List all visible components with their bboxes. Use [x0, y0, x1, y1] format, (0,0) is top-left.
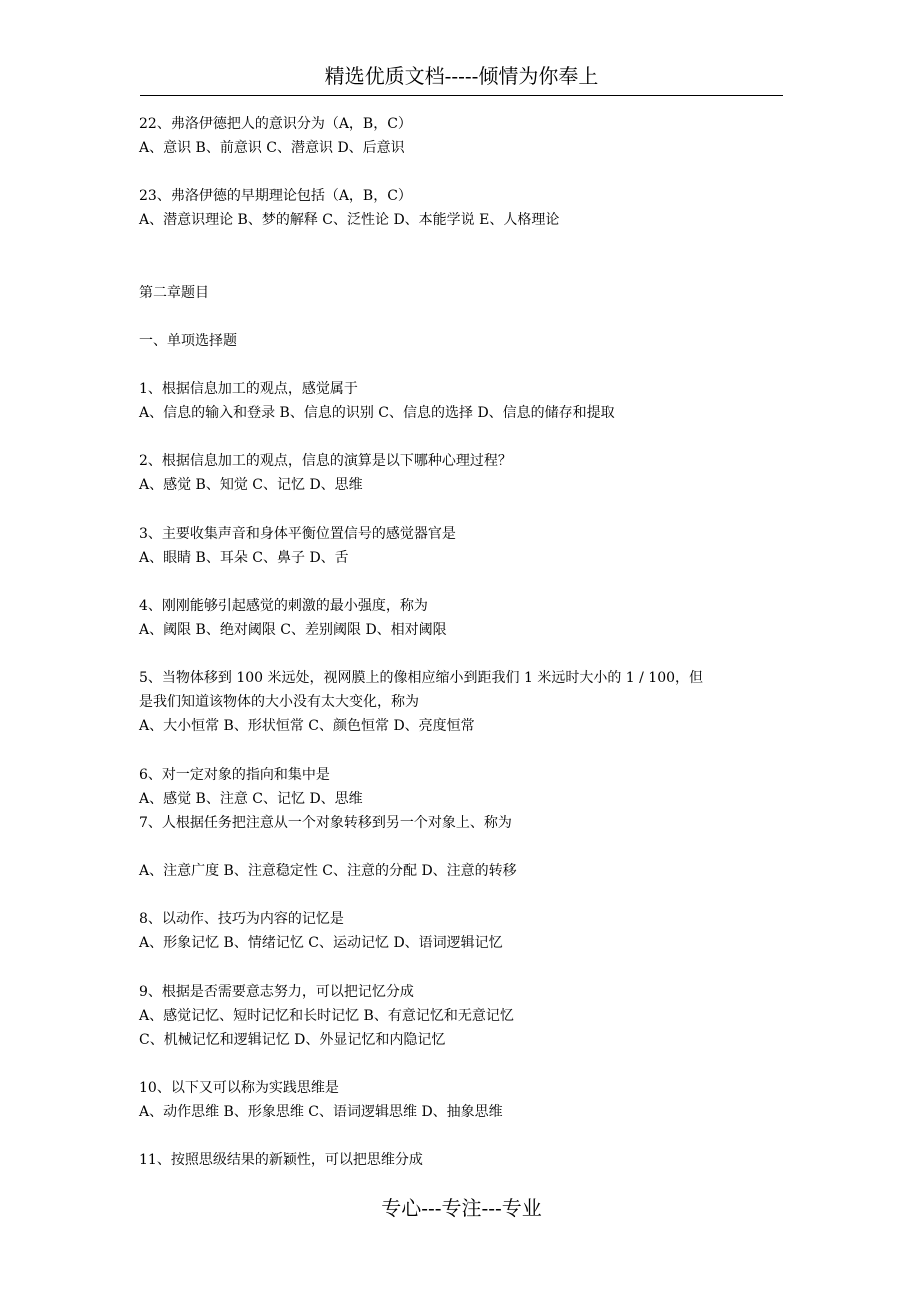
question-23-options: A、潜意识理论 B、梦的解释 C、泛性论 D、本能学说 E、人格理论: [139, 212, 560, 228]
page-footer: 专心---专注---专业: [381, 1196, 542, 1220]
page-header: 精选优质文档-----倾情为你奉上: [324, 64, 599, 88]
question-8-options: A、形象记忆 B、情绪记忆 C、运动记忆 D、语词逻辑记忆: [139, 935, 503, 951]
question-3-options: A、眼睛 B、耳朵 C、鼻子 D、舌: [139, 550, 349, 566]
question-2-options: A、感觉 B、知觉 C、记忆 D、思维: [139, 477, 363, 493]
question-1: 1、根据信息加工的观点，感觉属于: [139, 381, 358, 397]
question-10-options: A、动作思维 B、形象思维 C、语词逻辑思维 D、抽象思维: [139, 1104, 503, 1120]
question-6: 6、对一定对象的指向和集中是: [139, 767, 330, 783]
question-5: 5、当物体移到 100 米远处，视网膜上的像相应缩小到距我们 1 米远时大小的 1 / 100，但: [139, 670, 704, 686]
question-4-options: A、阈限 B、绝对阈限 C、差别阈限 D、相对阈限: [139, 622, 447, 638]
question-22-options: A、意识 B、前意识 C、潜意识 D、后意识: [139, 140, 405, 156]
section-title: 一、单项选择题: [139, 333, 237, 349]
question-5-options: A、大小恒常 B、形状恒常 C、颜色恒常 D、亮度恒常: [139, 718, 475, 734]
question-3: 3、主要收集声音和身体平衡位置信号的感觉器官是: [139, 526, 456, 542]
question-4: 4、刚刚能够引起感觉的刺激的最小强度，称为: [139, 598, 428, 614]
chapter-title: 第二章题目: [139, 285, 209, 301]
question-2: 2、根据信息加工的观点，信息的演算是以下哪种心理过程？: [139, 453, 512, 469]
question-6-options: A、感觉 B、注意 C、记忆 D、思维: [139, 791, 363, 807]
question-23: 23、弗洛伊德的早期理论包括（A，B，C）: [139, 188, 412, 204]
question-7: 7、人根据任务把注意从一个对象转移到另一个对象上、称为: [139, 815, 512, 831]
question-7-options: A、注意广度 B、注意稳定性 C、注意的分配 D、注意的转移: [139, 863, 517, 879]
question-9: 9、根据是否需要意志努力，可以把记忆分成: [139, 984, 414, 1000]
question-1-options: A、信息的输入和登录 B、信息的识别 C、信息的选择 D、信息的储存和提取: [139, 405, 615, 421]
header-rule: [140, 95, 783, 96]
question-9-options-1: A、感觉记忆、短时记忆和长时记忆 B、有意记忆和无意记忆: [139, 1008, 514, 1024]
question-8: 8、以动作、技巧为内容的记忆是: [139, 911, 344, 927]
question-10: 10、以下又可以称为实践思维是: [139, 1080, 339, 1096]
question-22: 22、弗洛伊德把人的意识分为（A，B，C）: [139, 116, 412, 132]
question-11: 11、按照思级结果的新颖性，可以把思维分成: [139, 1152, 423, 1168]
question-9-options-2: C、机械记忆和逻辑记忆 D、外显记忆和内隐记忆: [139, 1032, 446, 1048]
question-5-cont: 是我们知道该物体的大小没有太大变化，称为: [139, 694, 419, 710]
